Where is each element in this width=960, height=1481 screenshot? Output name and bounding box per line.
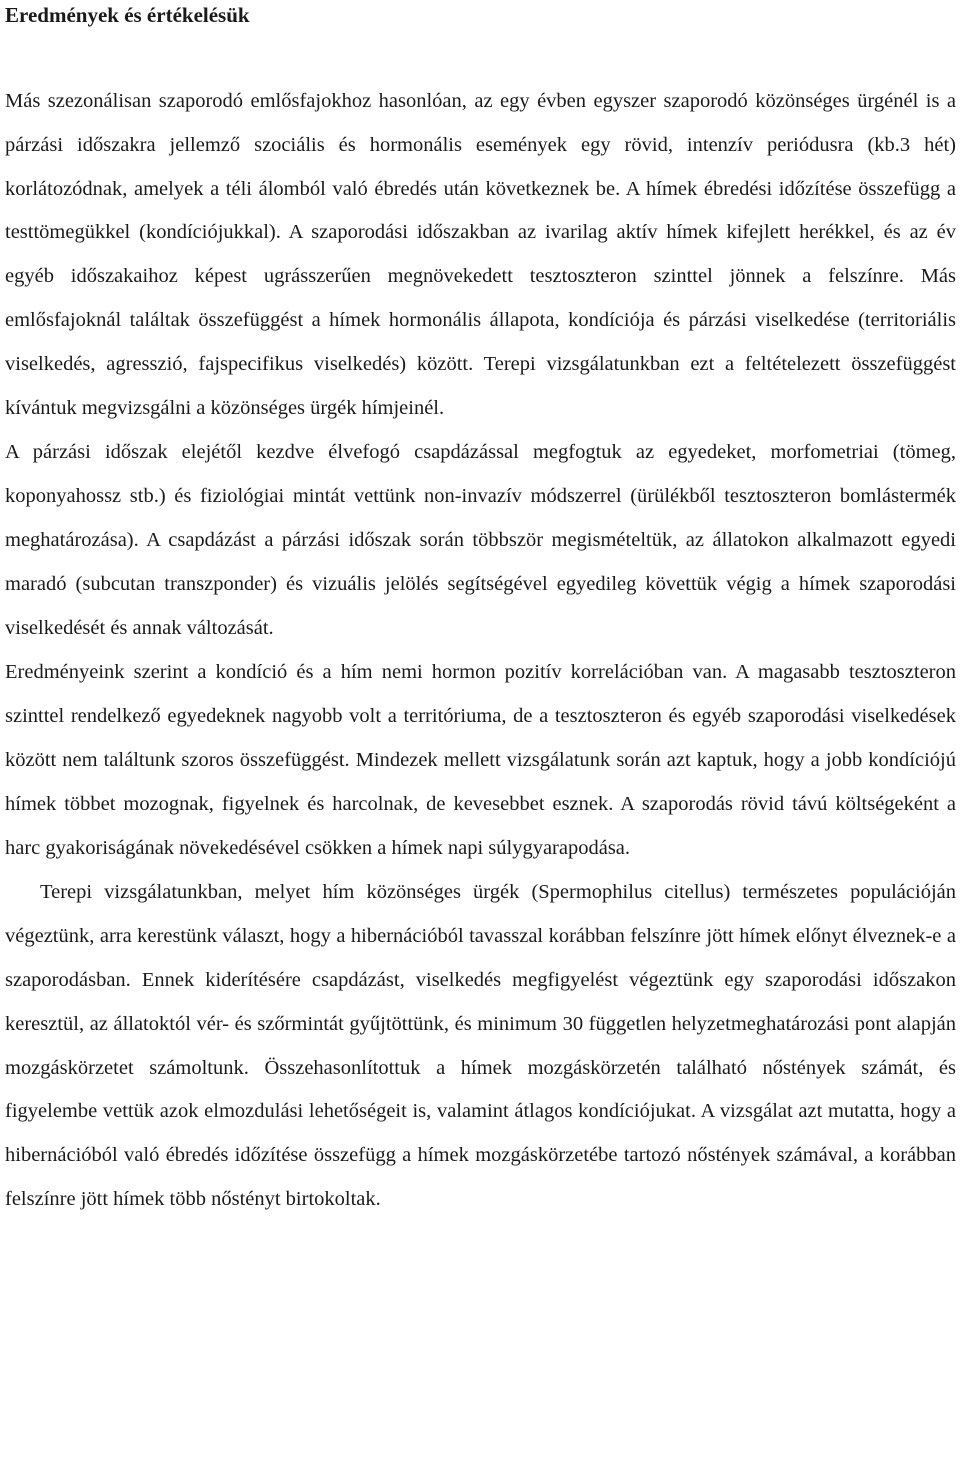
paragraph-intro: Más szezonálisan szaporodó emlősfajokhoz hasonlóan, az egy évben egyszer szaporodó közönséges ürgénél is a párzási időszakra jellemző szociális és hormonális események egy rövid, intenzív periódusra (kb.3 hét) korlátozódnak, amelyek a téli álomból való ébredés után következnek be. A hímek ébredési időzítése összefügg a testtömegükkel (kondíciójukkal). A szaporodási időszakban az ivarilag aktív hímek kifejlett herékkel, és az év egyéb időszakaihoz képest ugrásszerűen megnövekedett tesztoszteron szinttel jönnek a felszínre. Más emlősfajoknál találtak összefüggést a hímek hormonális állapota, kondíciója és párzási viselkedése (territoriális viselkedés, agresszió, fajspecifikus viselkedés) között. Terepi vizsgálatunkban ezt a feltételezett összefüggést kívántuk megvizsgálni a közönséges ürgék hímjeinél. bbox=[5, 90, 956, 419]
paragraph-results: Eredményeink szerint a kondíció és a hím nemi hormon pozitív korrelációban van. A magasabb tesztoszteron szinttel rendelkező egyedeknek nagyobb volt a territóriuma, de a tesztoszteron és egyéb szaporodási viselkedések között nem találtunk szoros összefüggést. Mindezek mellett vizsgálatunk során azt kaptuk, hogy a jobb kondíciójú hímek többet mozognak, figyelnek és harcolnak, de kevesebbet esznek. A szaporodás rövid távú költségeként a harc gyakoriságának növekedésével csökken a hímek napi súlygyarapodása. bbox=[5, 661, 956, 859]
section-heading: Eredmények és értékelésük bbox=[5, 3, 250, 27]
paragraph-field-study: Terepi vizsgálatunkban, melyet hím közönséges ürgék (Spermophilus citellus) természetes populációján végeztünk, arra kerestünk választ, hogy a hibernációból tavasszal korábban felszínre jött hímek előnyt élveznek-e a szaporodásban. Ennek kiderítésére csapdázást, viselkedés megfigyelést végeztünk egy szaporodási időszakon keresztül, az állatoktól vér- és szőrmintát gyűjtöttünk, és minimum 30 független helyzetmeghatározási pont alapján mozgáskörzetet számoltunk. Összehasonlítottuk a hímek mozgáskörzetén található nőstények számát, és figyelembe vettük azok elmozdulási lehetőségeit is, valamint átlagos kondíciójukat. A vizsgálat azt mutatta, hogy a hibernációból való ébredés időzítése összefügg a hímek mozgáskörzetébe tartozó nőstények számával, a korábban felszínre jött hímek több nőstényt birtokoltak. bbox=[5, 881, 956, 1210]
document-page bbox=[5, 0, 956, 1222]
paragraph-methods: A párzási időszak elejétől kezdve élvefogó csapdázással megfogtuk az egyedeket, morfometriai (tömeg, koponyahossz stb.) és fiziológiai mintát vettünk non-invazív módszerrel (ürülékből tesztoszteron bomlástermék meghatározása). A csapdázást a párzási időszak során többször megismételtük, az állatokon alkalmazott egyedi maradó (subcutan transzponder) és vizuális jelölés segítségével egyedileg követtük végig a hímek szaporodási viselkedését és annak változását. bbox=[5, 441, 956, 639]
